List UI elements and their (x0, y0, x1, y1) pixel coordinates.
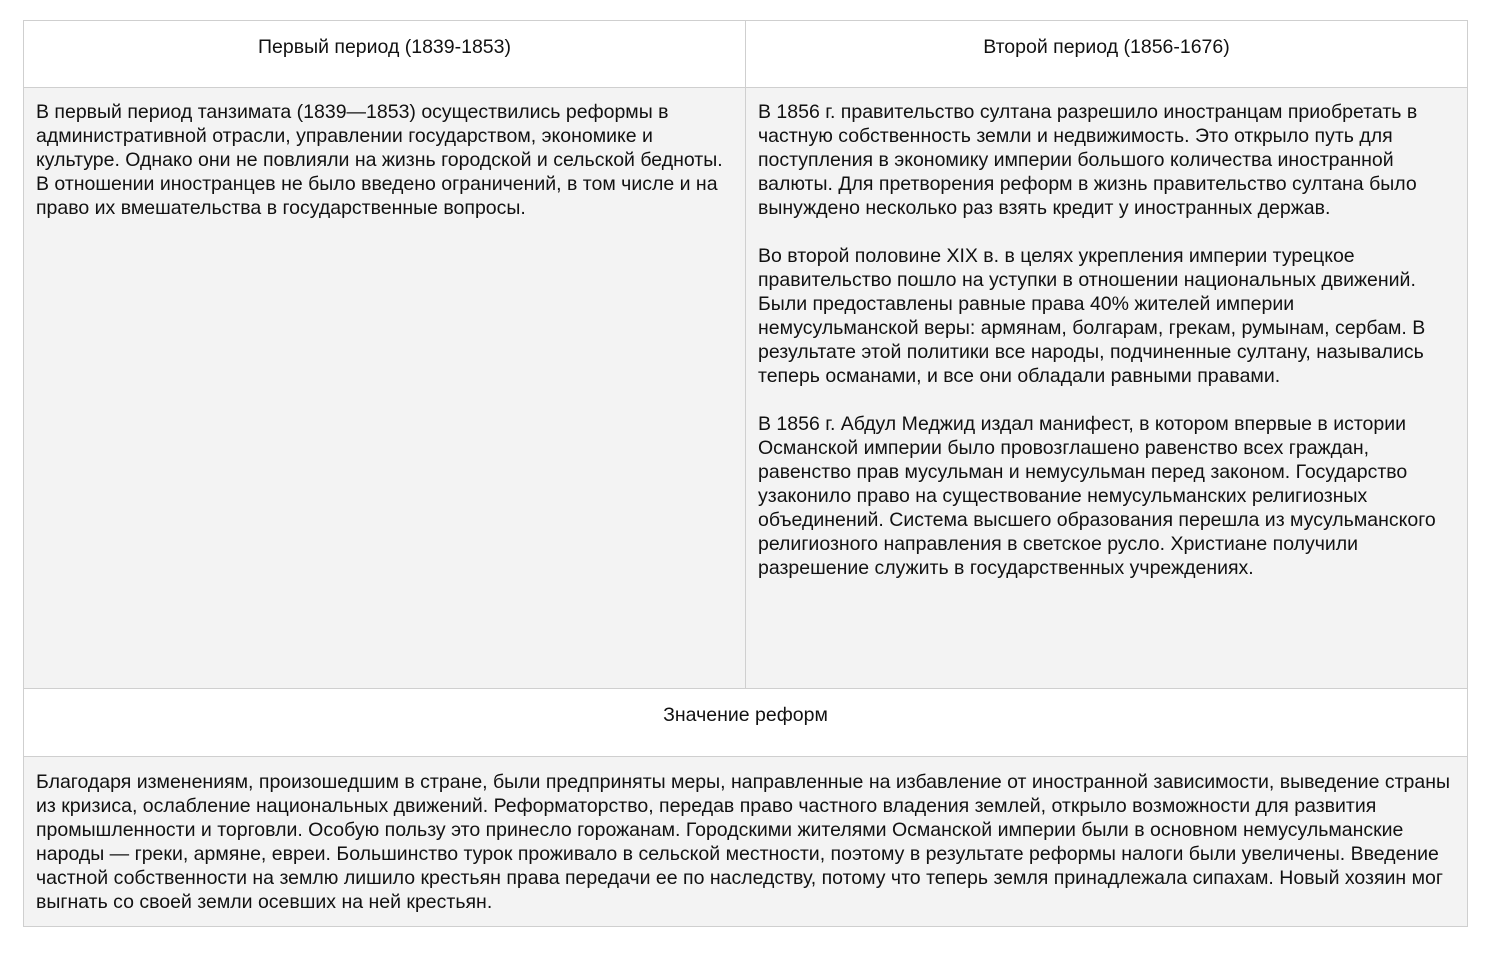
second-period-cell (746, 88, 1468, 689)
second-period-paragraph-1: В 1856 г. правительство султана разрешило иностранцам приобретать в частную собственность земли и недвижимость. Это открыло путь для поступления в экономику империи большого количества иностранной валюты. Для претворения реформ в жизнь правительство султана было вынуждено несколько раз взять кредит у иностранных держав. (758, 101, 1418, 219)
tanzimat-table (23, 20, 1468, 927)
reforms-significance-header: Значение реформ (24, 689, 1468, 757)
first-period-text: В первый период танзимата (1839—1853) осуществились реформы в административной отрасли, управлении государством, экономике и культуре. Однако они не повлияли на жизнь городской и сельской бедноты. В отношении иностранцев не было введено ограничений, в том числе и на право их вмешательства в государственные вопросы. (36, 101, 723, 219)
second-period-paragraph-2: Во второй половине XIX в. в целях укрепления империи турецкое правительство пошло на уступки в отношении национальных движений. Были предоставлены равные права 40% жителей империи немусульманской веры: армянам, болгарам, грекам, румынам, сербам. В результате этой политики все народы, подчиненные султану, назывались теперь османами, и все они обладали равными правами. (758, 245, 1426, 387)
reforms-significance-cell (24, 757, 1468, 927)
section-header-row (24, 689, 1468, 757)
second-period-header: Второй период (1856-1676) (746, 21, 1468, 88)
first-period-cell (24, 88, 746, 689)
second-period-paragraph-3: В 1856 г. Абдул Меджид издал манифест, в котором впервые в истории Османской империи было провозглашено равенство всех граждан, равенство прав мусульман и немусульман перед законом. Государство узаконило право на существование немусульманских религиозных объединений. Система высшего образования перешла из мусульманского религиозного направления в светское русло. Христиане получили разрешение служить в государственных учреждениях. (758, 413, 1436, 579)
header-row (24, 21, 1468, 88)
first-period-header: Первый период (1839-1853) (24, 21, 746, 88)
section-content-row (24, 757, 1468, 927)
content-row (24, 88, 1468, 689)
reforms-significance-text: Благодаря изменениям, произошедшим в стране, были предприняты меры, направленные на избавление от иностранной зависимости, выведение страны из кризиса, ослабление национальных движений. Реформаторство, передав право частного владения землей, открыло возможности для развития промышленности и торговли. Особую пользу это принесло горожанам. Городскими жителями Османской империи были в основном немусульманские народы — греки, армяне, евреи. Большинство турок проживало в сельской местности, поэтому в результате реформы налоги были увеличены. Введение частной собственности на землю лишило крестьян права передачи ее по наследству, потому что теперь земля принадлежала сипахам. Новый хозяин мог выгнать со своей земли осевших на ней крестьян. (36, 771, 1450, 913)
